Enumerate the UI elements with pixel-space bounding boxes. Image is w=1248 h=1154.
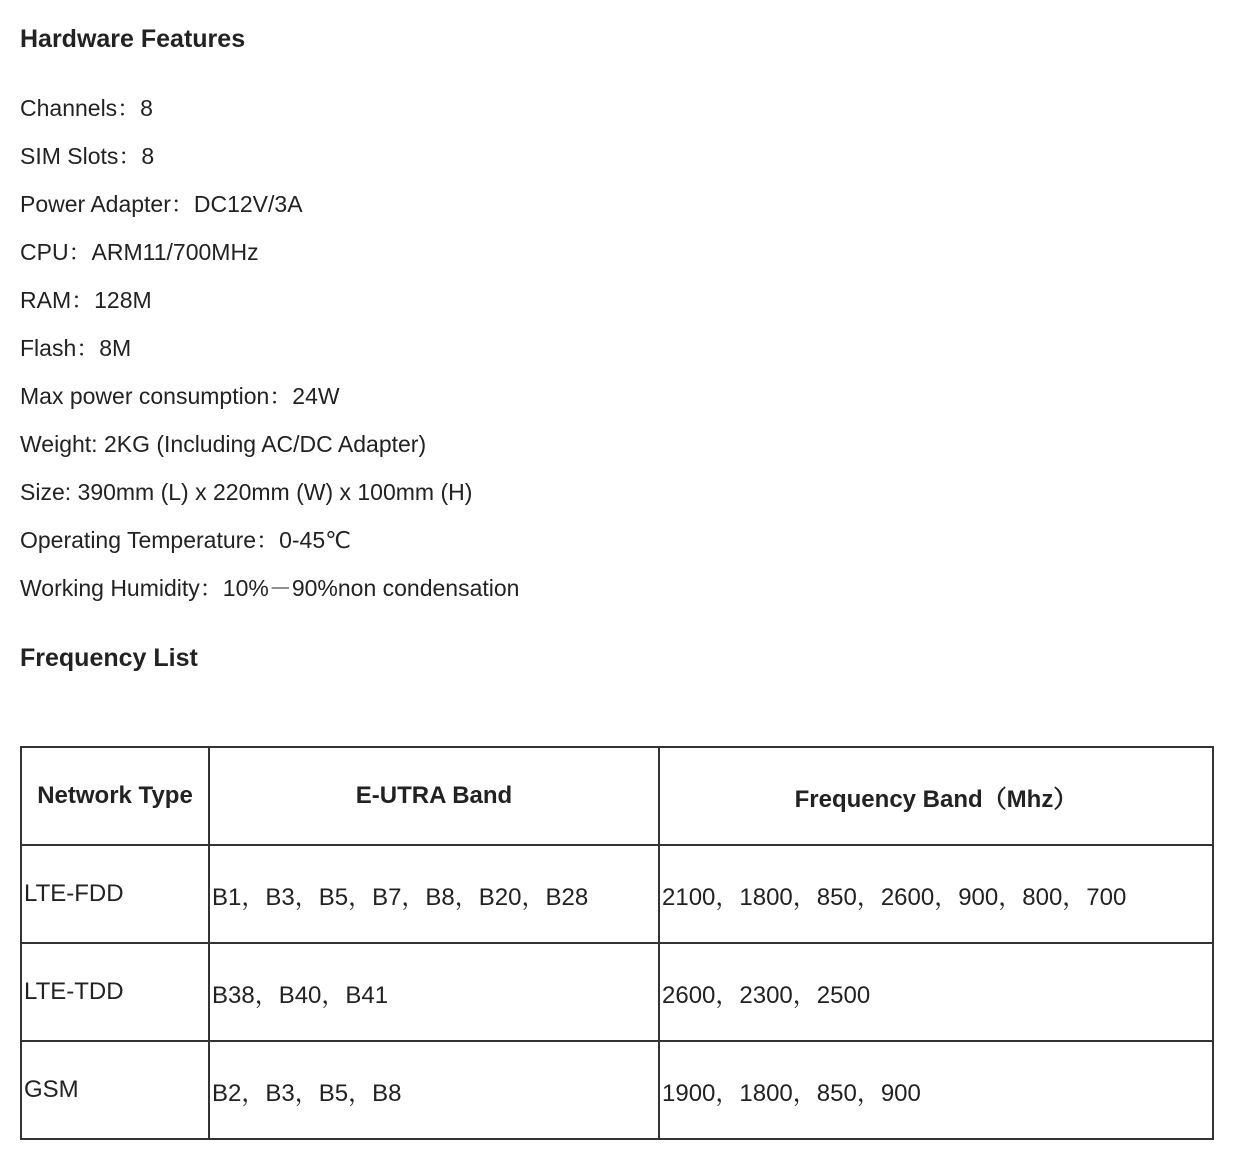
header-frequency-band: Frequency Band（Mhz）: [659, 747, 1213, 845]
table-row: [21, 1041, 1213, 1139]
feature-flash: Flash：8M: [20, 335, 132, 361]
feature-power-adapter: Power Adapter：DC12V/3A: [20, 191, 303, 217]
network-type-cell: LTE-FDD: [21, 845, 209, 943]
header-network-type: Network Type: [21, 747, 209, 845]
feature-max-power: Max power consumption：24W: [20, 383, 340, 409]
feature-weight: Weight: 2KG (Including AC/DC Adapter): [20, 431, 427, 457]
hardware-features-heading: Hardware Features: [20, 25, 246, 53]
frequency-band-cell: 1900，1800，850，900: [659, 1041, 1213, 1139]
frequency-band-cell: 2600，2300，2500: [659, 943, 1213, 1041]
feature-ram: RAM：128M: [20, 287, 152, 313]
feature-channels: Channels：8: [20, 95, 153, 121]
eutra-band-cell: B2，B3，B5，B8: [209, 1041, 659, 1139]
table-header-row: [21, 747, 1213, 845]
feature-sim-slots: SIM Slots：8: [20, 143, 155, 169]
eutra-band-cell: B1，B3，B5，B7，B8，B20，B28: [209, 845, 659, 943]
network-type-cell: LTE-TDD: [21, 943, 209, 1041]
eutra-band-cell: B38，B40，B41: [209, 943, 659, 1041]
feature-working-humidity: Working Humidity：10%－90%non condensation: [20, 575, 520, 601]
table-row: [21, 943, 1213, 1041]
table-row: [21, 845, 1213, 943]
header-eutra-band: E-UTRA Band: [209, 747, 659, 845]
frequency-band-cell: 2100，1800，850，2600，900，800，700: [659, 845, 1213, 943]
frequency-table: [20, 746, 1214, 1140]
network-type-cell: GSM: [21, 1041, 209, 1139]
feature-size: Size: 390mm (L) x 220mm (W) x 100mm (H): [20, 479, 473, 505]
feature-operating-temperature: Operating Temperature：0-45℃: [20, 527, 351, 553]
frequency-list-heading: Frequency List: [20, 644, 198, 672]
feature-cpu: CPU：ARM11/700MHz: [20, 239, 259, 265]
